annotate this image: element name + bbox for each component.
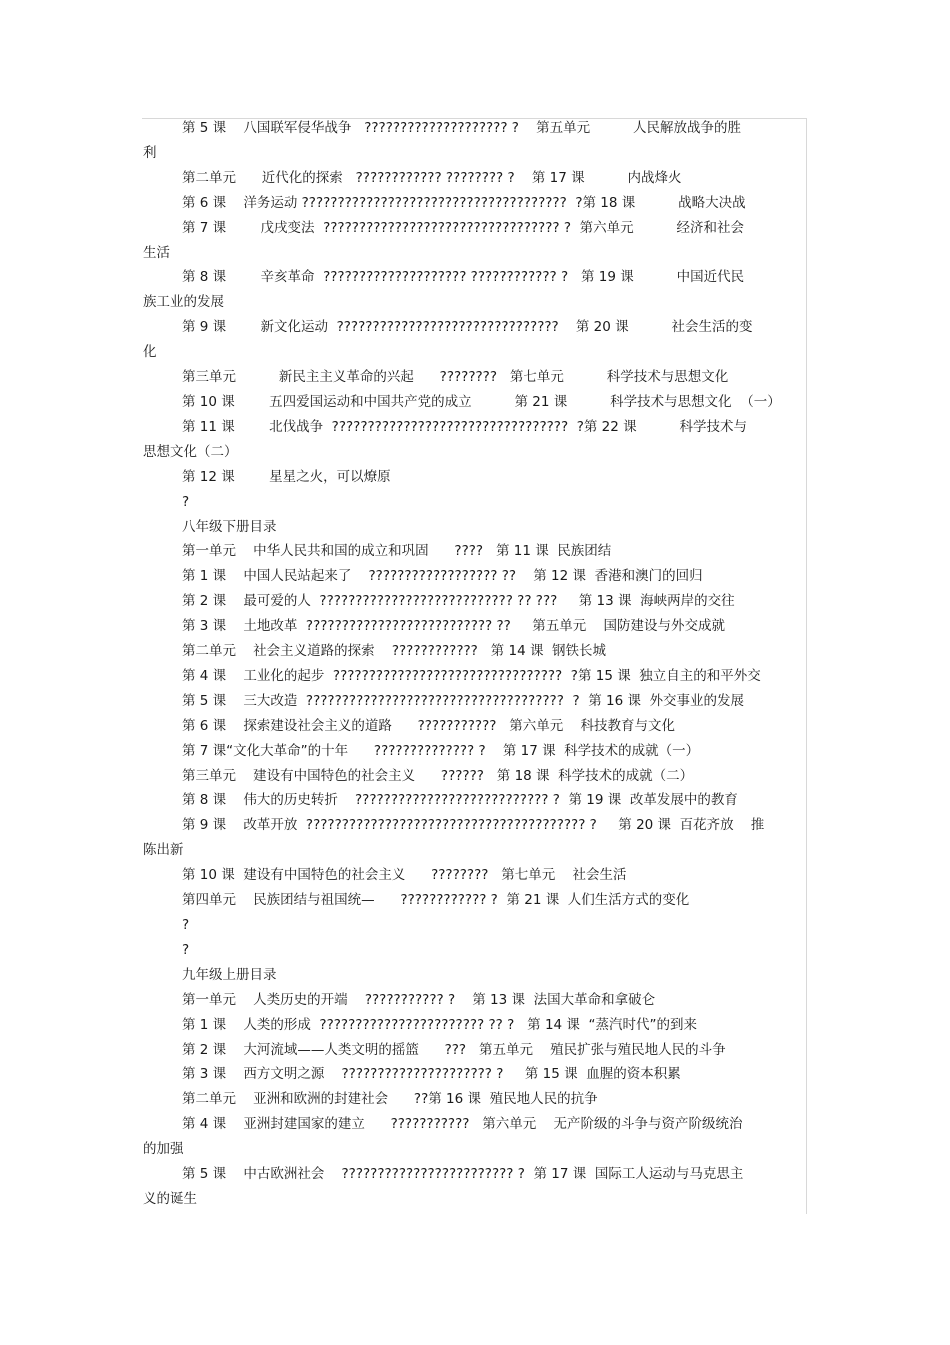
toc-line: 第二单元 社会主义道路的探索 ???????????? 第 14 课 钢铁长城	[182, 643, 607, 660]
toc-line: 义的诞生	[143, 1190, 197, 1207]
toc-line: 第三单元 建设有中国特色的社会主义 ?????? 第 18 课 科学技术的成就（二）	[182, 767, 694, 784]
toc-line: 第一单元 人类历史的开端 ??????????? ? 第 13 课 法国大革命和拿破仑	[182, 991, 656, 1008]
toc-line: 第二单元 近代化的探索 ???????????? ???????? ? 第 17 课 内战烽火	[182, 169, 682, 186]
toc-line: 第 7 课 戊戌变法 ????????????????????????????????? ? 第六单元 经济和社会	[182, 219, 744, 236]
toc-line: 第一单元 中华人民共和国的成立和巩固 ???? 第 11 课 民族团结	[182, 543, 612, 560]
toc-line: 九年级上册目录	[182, 966, 277, 983]
toc-line: 第 2 课 最可爱的人 ??????????????????????????? ?? ??? 第 13 课 海峡两岸的交往	[182, 593, 735, 610]
toc-line: ?	[182, 917, 190, 933]
toc-line: 第 10 课 五四爱国运动和中国共产党的成立 第 21 课 科学技术与思想文化 （一）	[182, 393, 781, 410]
toc-line: 八年级下册目录	[182, 518, 277, 535]
toc-line: 第 9 课 改革开放 ??????????????????????????????????????? ? 第 20 课 百花齐放 推	[182, 817, 765, 834]
toc-line: 第二单元 亚洲和欧洲的封建社会 ??第 16 课 殖民地人民的抗争	[182, 1091, 598, 1108]
toc-line: 第 8 课 辛亥革命 ???????????????????? ???????????? ? 第 19 课 中国近代民	[182, 269, 745, 286]
toc-line: 第 5 课 八国联军侵华战争 ???????????????????? ? 第五单元 人民解放战争的胜	[182, 120, 742, 136]
toc-line: 陈出新	[143, 842, 184, 859]
toc-line: 第 8 课 伟大的历史转折 ??????????????????????????? ? 第 19 课 改革发展中的教育	[182, 792, 738, 809]
toc-line: 第 12 课 星星之火，可以燎原	[182, 468, 391, 485]
toc-line: 第 3 课 西方文明之源 ????????????????????? ? 第 15 课 血腥的资本积累	[182, 1066, 681, 1083]
toc-line: 思想文化（二）	[143, 443, 238, 460]
toc-line: 生活	[143, 244, 170, 261]
toc-line: 族工业的发展	[143, 294, 224, 311]
toc-line: 第三单元 新民主主义革命的兴起 ???????? 第七单元 科学技术与思想文化	[182, 369, 729, 386]
toc-line: 第 4 课 工业化的起步 ???????????????????????????????? ?第 15 课 独立自主的和平外交	[182, 667, 761, 684]
toc-line: 第 7 课“文化大革命”的十年 ?????????????? ? 第 17 课 科学技术的成就（一）	[182, 742, 700, 759]
toc-line: 第 10 课 建设有中国特色的社会主义 ???????? 第七单元 社会生活	[182, 867, 627, 884]
toc-line: 化	[143, 344, 157, 361]
toc-line: ?	[182, 941, 190, 958]
toc-line: 第 9 课 新文化运动 ??????????????????????????????? 第 20 课 社会生活的变	[182, 319, 753, 336]
toc-line: 第 3 课 土地改革 ?????????????????????????? ?? 第五单元 国防建设与外交成就	[182, 618, 725, 635]
toc-line: 利	[143, 144, 157, 161]
toc-line: 第 1 课 中国人民站起来了 ?????????????????? ?? 第 12 课 香港和澳门的回归	[182, 568, 703, 585]
toc-line: 第四单元 民族团结与祖国统— ???????????? ? 第 21 课 人们生活方式的变化	[182, 892, 690, 909]
toc-line: 第 5 课 三大改造 ???????????????????????????????????? ? 第 16 课 外交事业的发展	[182, 692, 745, 709]
toc-line: 的加强	[143, 1141, 184, 1158]
toc-line: 第 4 课 亚洲封建国家的建立 ??????????? 第六单元 无产阶级的斗争与资产阶级统治	[182, 1116, 743, 1133]
table-of-contents	[143, 116, 807, 1212]
toc-line: 第 1 课 人类的形成 ??????????????????????? ?? ? 第 14 课 “蒸汽时代”的到来	[182, 1016, 698, 1033]
toc-line: 第 11 课 北伐战争 ????????????????????????????????? ?第 22 课 科学技术与	[182, 418, 748, 435]
toc-line: ?	[182, 493, 190, 510]
toc-line: 第 5 课 中古欧洲社会 ???????????????????????? ? 第 17 课 国际工人运动与马克思主	[182, 1166, 744, 1183]
toc-line: 第 6 课 洋务运动 ????????????????????????????????????? ?第 18 课 战略大决战	[182, 194, 746, 211]
toc-line: 第 6 课 探索建设社会主义的道路 ??????????? 第六单元 科技教育与文化	[182, 717, 675, 734]
toc-line: 第 2 课 大河流域——人类文明的摇篮 ??? 第五单元 殖民扩张与殖民地人民的斗争	[182, 1041, 726, 1058]
